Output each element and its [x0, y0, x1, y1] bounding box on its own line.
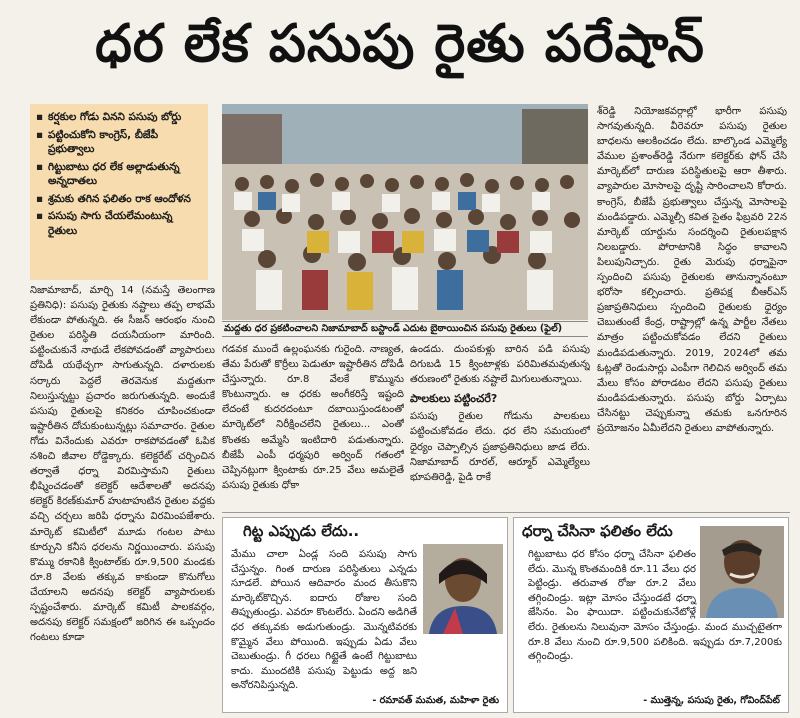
byline: - ముత్తెన్న, పసుపు రైతు, గోవింద్‌పేట్	[643, 695, 780, 706]
article-column-1: నిజామాబాద్, మార్చి 14 (నమస్తే తెలంగాణ ప్రతినిధి): పసుపు రైతుకు నష్టాలు తప్ప లాభమే లేకుండా పోతున్నది. ఈ సీజన్ ఆరంభం నుంచి రైతుల పరిస్థితి దయనీయంగా మారింది. పట్టించుకునే నాథుడే లేకపోవడంతో వ్యాపారులు దోపిడీ యథేచ్ఛగా సాగుతున్నది. దళారులకు సర్కారు పెద్దలే తెరవెనుక మద్దతుగా నిలుస్తున్నట్టు ప్రచారం జరుగుతున్నది. అందుకే పసుపు రైతులపై కనికరం చూపించకుండా ఇష్టారీతిన దోచుకుంటున్నట్లు సమాచారం. రైతుల గోడు వినేందుకు ఎవరూ రాకపోవడంతో ఓపిక నశించి జీవాల రోడ్డెక్కారు. కలెక్టరేట్ చర్చించిన తర్వాతే ధర్నా విరమిస్తామని రైతులు భీష్మించడంతో కలెక్టర్ ఆదేశాలతో అదనపు కలెక్టర్ కిరణ్‌కుమార్ హుటాహుటిన రైతుల వద్దకు వచ్చి చర్చలు జరిపి ధర్నాను విరమింపజేశారు. మార్కెట్ కమిటీలో మూడు గంటల పాటు కూర్చుని కనీస ధరలను నిర్ణయించారు. పసుపు కొమ్ము రకానికి క్వింటాల్‌కు రూ.9,500 మండకు రూ.8 వేలకు తక్కువ కాకుండా కొనుగోలు చేయాలని అదనపు కలెక్టర్ వ్యాపారులకు స్పష్టంచేశారు. మార్కెట్ కమిటీ పాలకవర్గం, అదనపు కలెక్టర్ సమక్షంలో జరిగిన ఈ ఒప్పందం గంటలు కూడా	[30, 285, 215, 644]
summary-box	[30, 104, 208, 280]
quote-box-farmer-1	[222, 517, 508, 713]
column-3-text-bottom: పసుపు రైతుల గోడును పాలకులు పట్టించుకోవడం లేదు. ధర లేని సమయంలో ధైర్యం చెప్పాల్సిన ప్రజాప్రతినిధులు జాడ లేరు. నిజామాబాద్ రూరల్, ఆర్మూర్ ఎమ్మెల్యేలు భూపతిరెడ్డి, పైడి రాకే	[410, 411, 590, 483]
quote-box-text: మేము చాలా ఏండ్ల సంది పసుపు సాగు చేస్తున్నం. గింత దారుణ పరిస్థితులు ఎన్నడు సూడలే. పోయిన ఆదివారం మంద తీసుకొని మార్కెట్‌కొచ్చిన. ఐదారు రోజుల సంది తిప్పుతుండ్రు. ఎవరూ కొంటలేరు. ఏందని అడిగితే ధర తక్కువకు అడుగుతుండ్రు. మొన్నటివరకు కొమ్మైన వేలు పోయింది. ఇప్పుడు ఏడు వేలు చెబుతుండ్రు. గీ ధరలు గిట్టైతే ఉంటే గిట్టుబాటు కాదు. ముందటికి పసుపు పెట్టుడు అద్ద జని అనోరనిపిస్తున్నది.	[231, 549, 417, 692]
quote-box-farmer-2	[513, 517, 789, 713]
summary-item: ▪ గిట్టుబాటు ధర లేక అల్లాడుతున్న అన్నదాతలు	[36, 160, 180, 187]
quote-box-title: గిట్ట ఎప్పుడు లేదు..	[243, 522, 360, 540]
subheading: పాలకులు పట్టించరే?	[410, 392, 498, 406]
bullet-icon: ▪	[36, 160, 44, 173]
bullet-icon: ▪	[36, 210, 44, 222]
column-3-text-top: ఉండదు. దుంపకుళ్లు బారిన పడి పసుపు దిగుబడి 15 క్వింటాళ్లకు పరిమితమవుతున్న తరుణంలో రైతుకు నష్టాలే మిగులుతున్నాయి.	[410, 344, 590, 386]
byline: - రమావత్ మమత, మహిళా రైతు	[372, 695, 499, 706]
summary-item: ▪ పసుపు సాగు చేయలేమంటున్న రైతులు	[36, 210, 173, 237]
protest-photo	[222, 104, 588, 320]
farmer-portrait-woman	[423, 544, 503, 634]
summary-item: ▪ కర్షకుల గోడు వినని పసుపు బోర్డు	[36, 111, 182, 123]
quote-box-text: గిట్టుబాటు ధర కోసం ధర్నా చేసినా ఫలితం లేదు. మొన్న కొంతమందికి రూ.11 వేలు ధర పెట్టిండ్రు. తరువాత రోజు రూ.2 వేలు తగ్గించిండ్రు. ఇట్లా మోసం చేస్తుండటే ధర్నా జేసినం. ఏం ఫాయిదా. పట్టించుకునేటోళ్లే లేరు. రైతులను నిలువునా మోసం చేస్తుండ్రు. మంద ముచ్చటైతగా రూ.8 వేలు నుంచి రూ.9,500 పలికింది. ఇప్పుడు రూ.7,200కు తగ్గించిండ్రు.	[528, 549, 782, 663]
bullet-icon: ▪	[36, 192, 44, 205]
photo-caption: మద్దతు ధర ప్రకటించాలని నిజామాబాద్ బస్టాండ్ ఎదుట బైఠాయించిన పసుపు రైతులు (ఫైల్)	[222, 321, 588, 337]
article-column-4: శ్‌రెడ్డి నియోజకవర్గాల్లో భారీగా పసుపు సాగవుతున్నది. వీరెవరూ పసుపు రైతుల బాధలను ఆలకించడం లేదు. బాల్కొండ ఎమ్మెల్యే వేముల ప్రశాంత్‌రెడ్డి నేరుగా కలెక్టర్‌కు ఫోన్‌ చేసి మార్కెట్‌లో దారుణ పరిస్థితులపై ఆరా తీశారు. వ్యాపారుల మోసాలపై దృష్టి సారించాలని కోరారు. కాంగ్రెస్, బీజేపీ ప్రభుత్వాలు చేస్తున్న మోసాలపై మండిపడ్డారు. ఎమ్మెల్సీ కవిత సైతం ఫిబ్రవరి 22న మార్కెట్ యార్డును సందర్శించి రైతులపక్షాన నిలబడ్డారు. పోరాటానికి సిద్ధం కావాలని పిలుపునిచ్చారు. రైతు మెరుపు ధర్నాపైనా స్పందించి పసుపు రైతులకు తానున్నానంటూ భరోసా కల్పించారు. ప్రతిపక్ష బీఆర్ఎస్ ప్రజాప్రతినిధులు స్పందించి రైతులకు ధైర్యం చెబుతుంటే కేంద్ర, రాష్ట్రాల్లో ఉన్న పార్టీల నేతలు మాత్రం పట్టించుకోవడం లేదని రైతులు మండిపడుతున్నారు. 2019, 2024లో తమ ఓట్లతో రెండుసార్లు ఎంపీగా గెలిచిన అర్వింద్ తమ మేలు కోసం పోరాడటం లేదని పసుపు రైతులు మండిపడుతున్నారు. పసుపు బోర్డు ఏర్పాటు చేసినట్టు చెప్పుకున్నా తమకు ఒనగూరిన ప్రయోజనం ఏమీలేదని రైతులు వాపోతున్నారు.	[597, 106, 787, 434]
bullet-icon: ▪	[36, 111, 44, 123]
section-divider	[222, 512, 790, 513]
article-column-3	[410, 342, 590, 512]
quote-box-title: ధర్నా చేసినా ఫలితం లేదు	[522, 522, 673, 540]
article-column-2: గడవక ముందే ఉల్లంఘనకు గురైంది. నాణ్యత, తేమ పేరుతో కొర్రీలు పెడుతూ ఇష్టారీతిన దోపిడీ చేస్తున్నారు. రూ.8 వేలకే కొమ్మును కొంటున్నారు. ఆ ధరకు అంగీకరిస్తే ఇష్టంది లేదంటే కుదరదంటూ దబాయిస్తుండటంతో మార్కెట్‌లో నిరీక్షించలేని రైతులు... ఎంతో కొంతకు అమ్మేసి ఇంటిదారి పడుతున్నారు. బీజేపీ ఎంపీ ధర్మపురి అర్వింద్ గతంలో చెప్పినట్లుగా క్వింటాకు రూ.25 వేలు అమలైతే పసుపు రైతుకు ధోకా	[222, 344, 404, 491]
bullet-icon: ▪	[36, 128, 44, 141]
summary-item: ▪ శ్రమకు తగిన ఫలితం రాక ఆందోళన	[36, 192, 191, 205]
headline: ధర లేక పసుపు రైతు పరేషాన్	[95, 13, 705, 74]
summary-item: ▪ పట్టించుకోని కాంగ్రెస్, బీజేపీ ప్రభుత్వాలు	[36, 128, 159, 155]
portrait-spacer	[696, 548, 782, 620]
